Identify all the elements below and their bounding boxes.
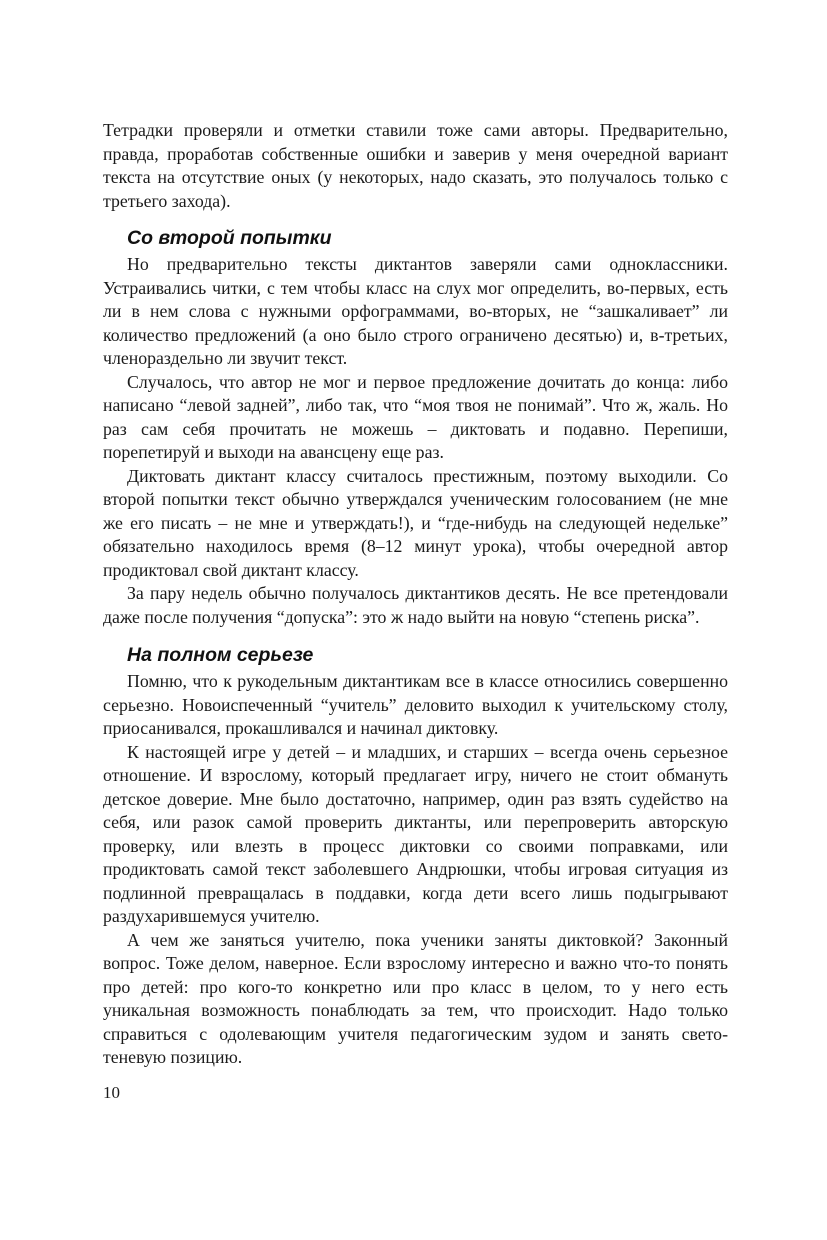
intro-paragraph: Тетрадки проверяли и отметки ставили тоже сами авторы. Предварительно, правда, проработав собственные ошибки и заверив у меня очередной вариант текста на отсутствие оных (у некоторых, надо сказать, это получалось только с третьего захода).: [103, 120, 728, 211]
section-heading-second-attempt: Со второй попытки: [127, 227, 332, 249]
page-body: [103, 119, 728, 1070]
paragraph: Но предварительно тексты диктантов заверяли сами одноклассники. Устраивались читки, с тем чтобы класс на слух мог определить, во-первых, есть ли в нем слова с нужными орфограммами, во-вторых, не “зашкаливает” ли количество предложений (а оно было строго ограничено десятью) и, в-третьих, членораздельно ли звучит текст.: [103, 254, 728, 368]
page-number: 10: [103, 1083, 120, 1102]
paragraph: За пару недель обычно получалось диктантиков десять. Не все претендовали даже после получения “допуска”: это ж надо выйти на новую “степень риска”.: [103, 583, 728, 627]
paragraph: Помню, что к рукодельным диктантикам все в классе относились совершенно серьезно. Новоиспеченный “учитель” деловито выходил к учительскому столу, приосанивался, прокашливался и начинал диктовку.: [103, 671, 728, 738]
paragraph: А чем же заняться учителю, пока ученики заняты диктовкой? Законный вопрос. Тоже делом, наверное. Если взрослому интересно и важно что-то понять про детей: про кого-то конкретно или про класс в целом, то у него есть уникальная возможность понаблюдать за тем, что происходит. Надо только справиться с одолевающим учителя педагогическим зудом и занять свето-теневую позицию.: [103, 929, 728, 1067]
section-heading-seriously: На полном серьезе: [127, 644, 314, 666]
paragraph: К настоящей игре у детей – и младших, и старших – всегда очень серьезное отношение. И взрослому, который предлагает игру, ничего не стоит обмануть детское доверие. Мне было достаточно, например, один раз взять судейство на себя, или разок самой проверить диктанты, или перепроверить авторскую проверку, или влезть в процесс диктовки со своими поправками, или продиктовать самой текст заболевшего Андрюшки, чтобы игровая ситуация из подлинной превращалась в поддавки, когда дети всего лишь подыгрывают раздухарившемуся учителю.: [103, 741, 728, 926]
paragraph: Диктовать диктант классу считалось престижным, поэтому выходили. Со второй попытки текст обычно утверждался ученическим голосованием (не мне же его писать – не мне и утверждать!), и “где-нибудь на следующей недельке” обязательно находилось время (8–12 минут урока), чтобы очередной автор продиктовал свой диктант классу.: [103, 465, 728, 580]
paragraph: Случалось, что автор не мог и первое предложение дочитать до конца: либо написано “левой задней”, либо так, что “моя твоя не понимай”. Что ж, жаль. Но раз сам себя прочитать не можешь – диктовать и подавно. Перепиши, порепетируй и выходи на авансцену еще раз.: [103, 371, 728, 462]
